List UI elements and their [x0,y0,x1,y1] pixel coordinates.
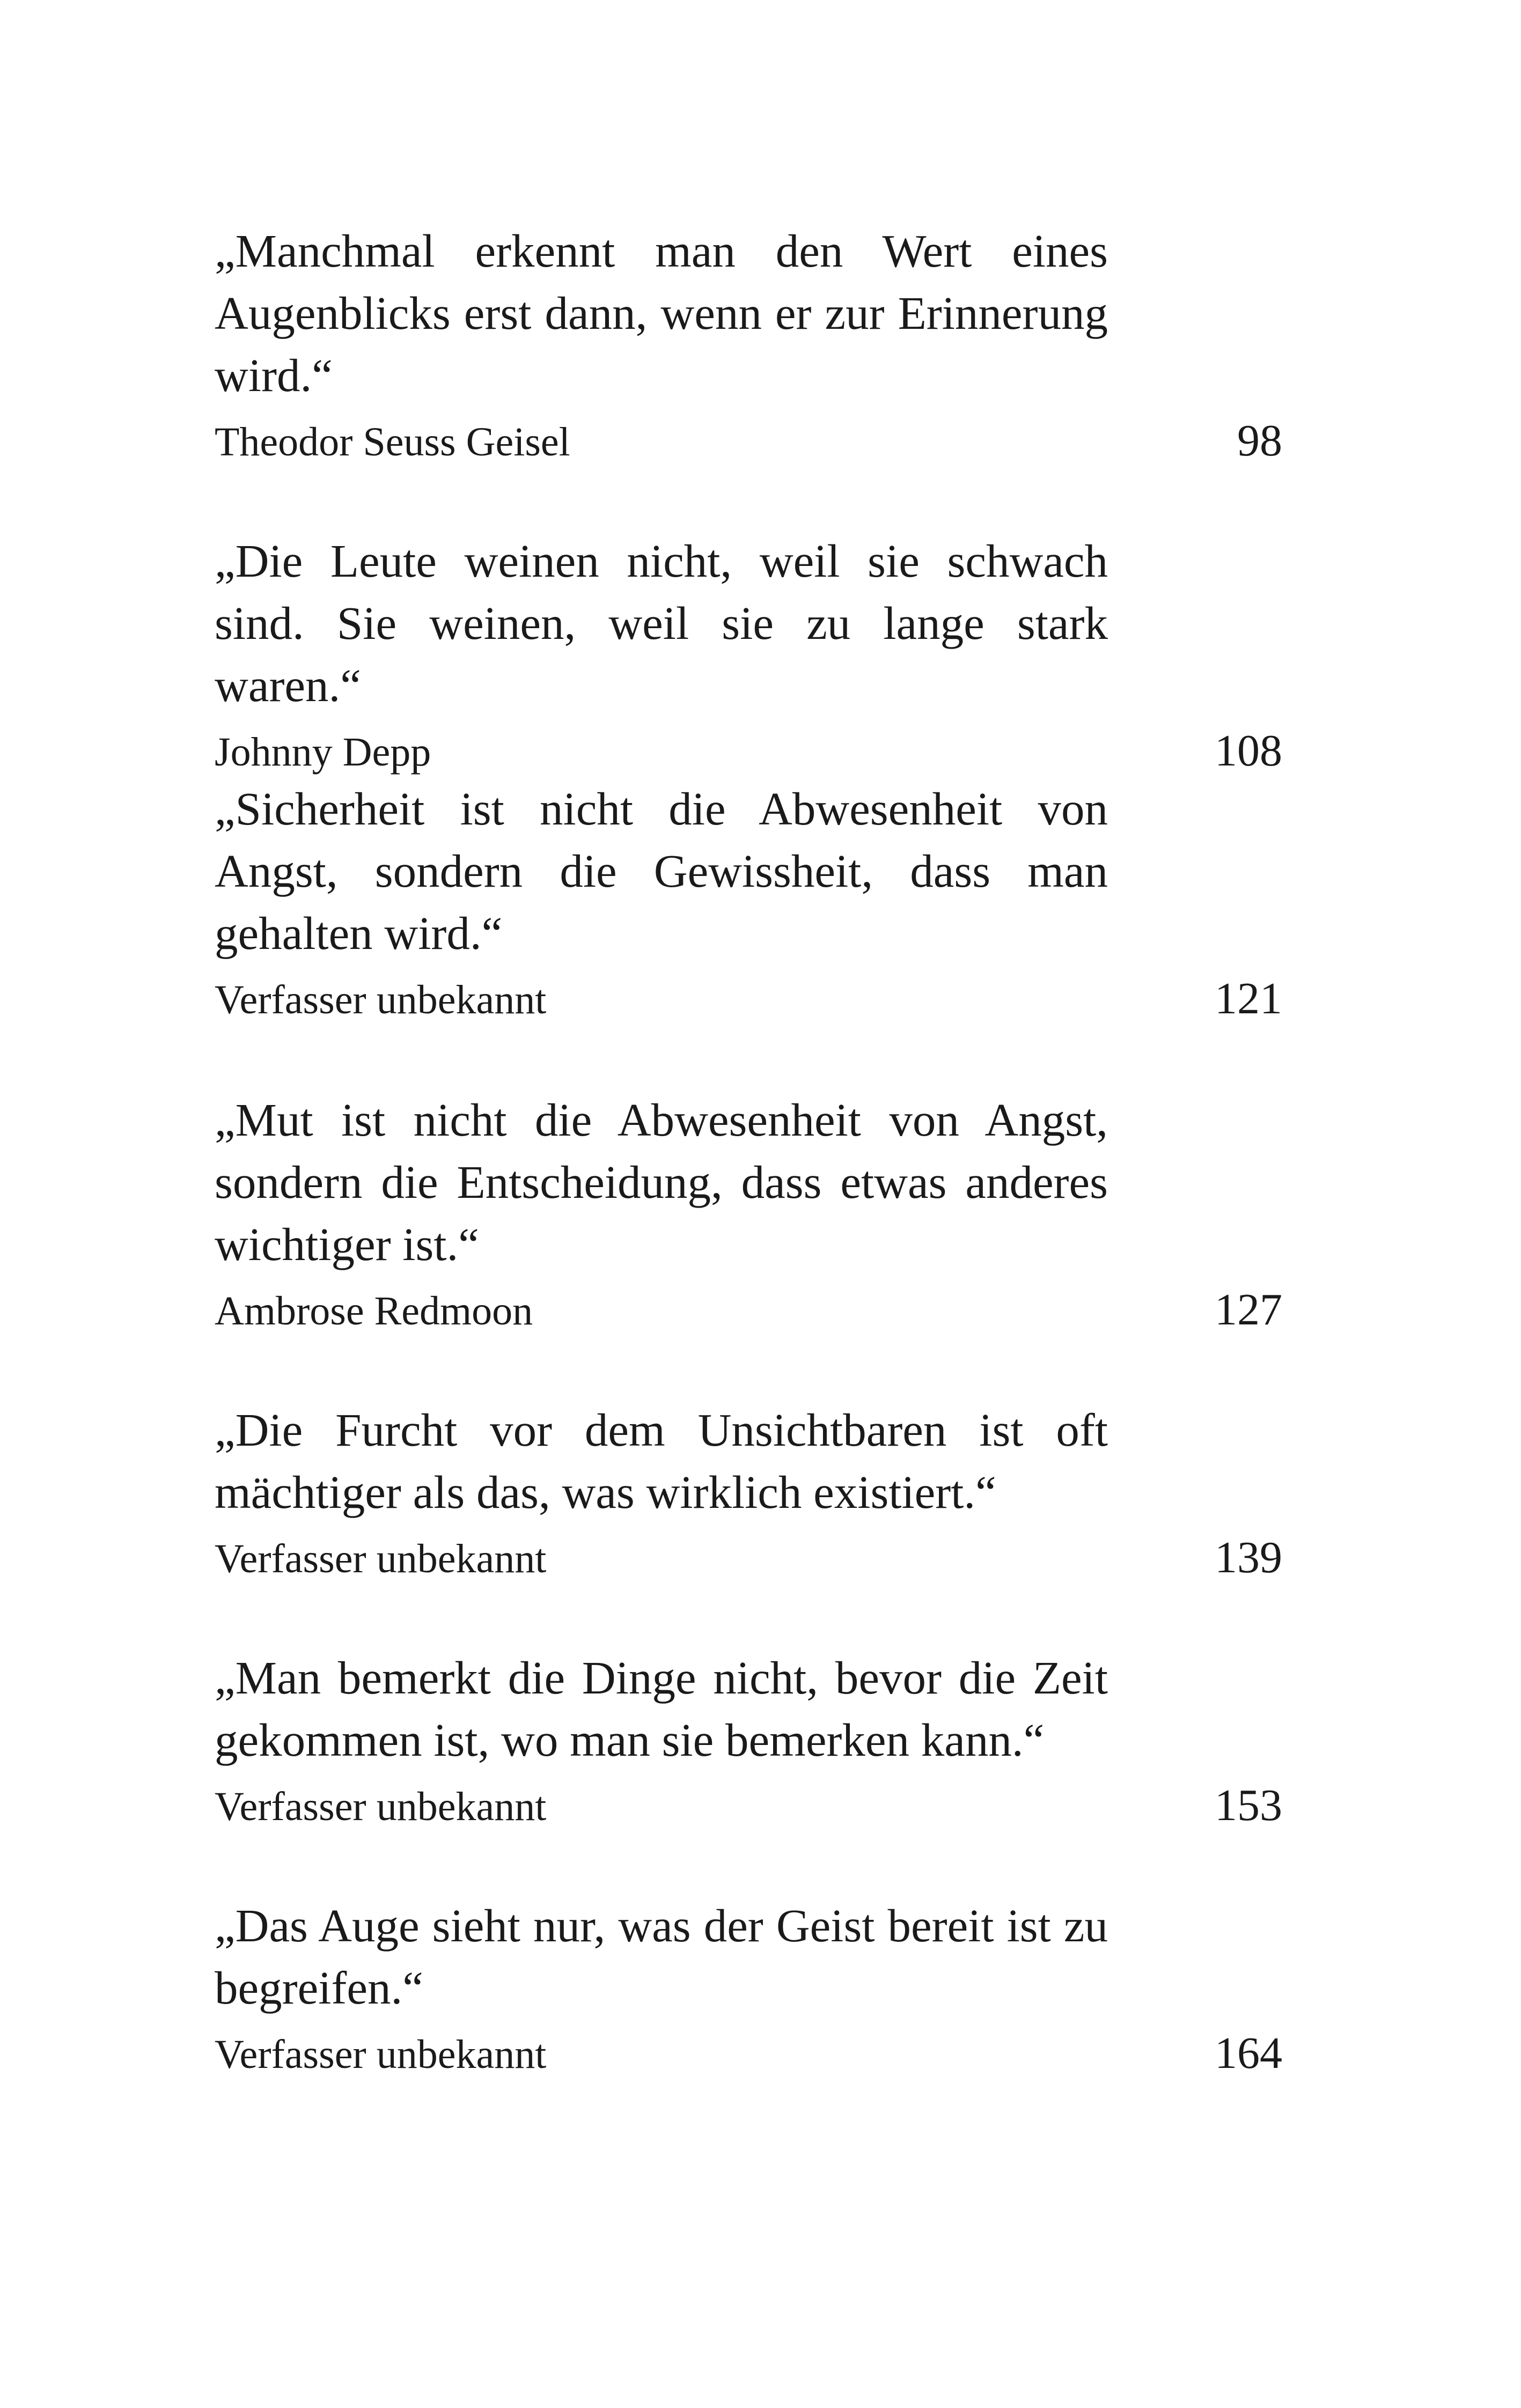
page-number: 108 [1215,726,1282,776]
attribution-row [215,1779,1282,1833]
page-number: 153 [1215,1780,1282,1830]
quote-entry [215,1089,1282,1338]
quote-author: Verfasser unbekannt [215,977,547,1022]
attribution-row [215,1283,1282,1338]
quote-author: Theodor Seuss Geisel [215,419,570,465]
quote-author: Ambrose Redmoon [215,1288,533,1334]
quote-entry [215,220,1282,469]
attribution-row [215,724,1282,779]
quote-author: Verfasser unbekannt [215,1784,547,1829]
attribution-row [215,972,1282,1027]
quote-text: „Manchmal erkennt man den Wert eines Augenblicks erst dann, wenn er zur Erinnerung wird.“ [215,225,1108,401]
page-number: 139 [1215,1533,1282,1582]
quote-entry [215,778,1282,1027]
quote-text: „Sicherheit ist nicht die Abwesenheit von Angst, sondern die Gewissheit, dass man gehalten wird.“ [215,783,1108,959]
quote-text: „Das Auge sieht nur, was der Geist bereit ist zu begreifen.“ [215,1899,1108,2014]
attribution-row [215,414,1282,469]
quote-text: „Die Leute weinen nicht, weil sie schwach sind. Sie weinen, weil sie zu lange stark waren.“ [215,535,1108,711]
attribution-row [215,1531,1282,1586]
quote-text: „Man bemerkt die Dinge nicht, bevor die Zeit gekommen ist, wo man sie bemerken kann.“ [215,1652,1108,1766]
page-number: 127 [1215,1285,1282,1335]
quote-entry [215,1895,1282,2081]
quote-entry [215,530,1282,779]
quote-text: „Mut ist nicht die Abwesenheit von Angst, sondern die Entscheidung, dass etwas anderes wichtiger ist.“ [215,1094,1108,1270]
quote-author: Verfasser unbekannt [215,2032,547,2077]
attribution-row [215,2027,1282,2081]
quote-entry [215,1399,1282,1586]
quote-text: „Die Furcht vor dem Unsichtbaren ist oft mächtiger als das, was wirklich existiert.“ [215,1404,1108,1518]
page-number: 98 [1237,416,1282,466]
quote-author: Johnny Depp [215,730,431,775]
page-number: 164 [1215,2028,1282,2078]
page-number: 121 [1215,974,1282,1023]
quote-author: Verfasser unbekannt [215,1536,547,1581]
quote-entry [215,1647,1282,1833]
